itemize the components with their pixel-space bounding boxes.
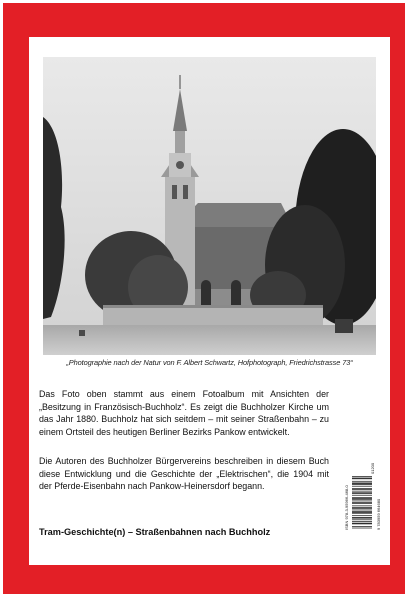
book-title: Tram-Geschichte(n) – Straßenbahnen nach Buchholz <box>39 527 271 537</box>
price-code: 01200 <box>370 462 375 474</box>
description-paragraph-1: Das Foto oben stammt aus einem Fotoalbum mit Ansichten der „Besitzung in Französisch-Buchholz“. Es zeigt die Buchholzer Kirche um das Jahr 1880. Buchholz hat sich seitdem – mit seiner Straßenbahn – zu einem Ortsteil des heutigen Berliner Bezirks Pankow entwickelt. <box>39 389 329 437</box>
description-paragraph-2: Die Autoren des Buchholzer Bürgervereins beschreiben in diesem Buch diese Entwicklung und die Geschichte der „Elektrischen“, die 1904 mit der Pferde-Eisenbahn nach Pankow-Heinersdorf begann. <box>39 456 329 491</box>
white-panel <box>29 37 390 565</box>
church-photograph <box>43 57 376 355</box>
photo-caption: „Photographie nach der Natur von F. Albert Schwartz, Hofphotograph, Friedrichstrasse 73“ <box>66 358 353 367</box>
back-cover <box>3 3 405 594</box>
barcode-bars <box>352 476 372 528</box>
barcode-number: 9 783959 664680 <box>376 498 381 530</box>
isbn-barcode <box>343 454 381 532</box>
isbn-text: ISBN 978-3-95966-468-0 <box>344 485 349 530</box>
